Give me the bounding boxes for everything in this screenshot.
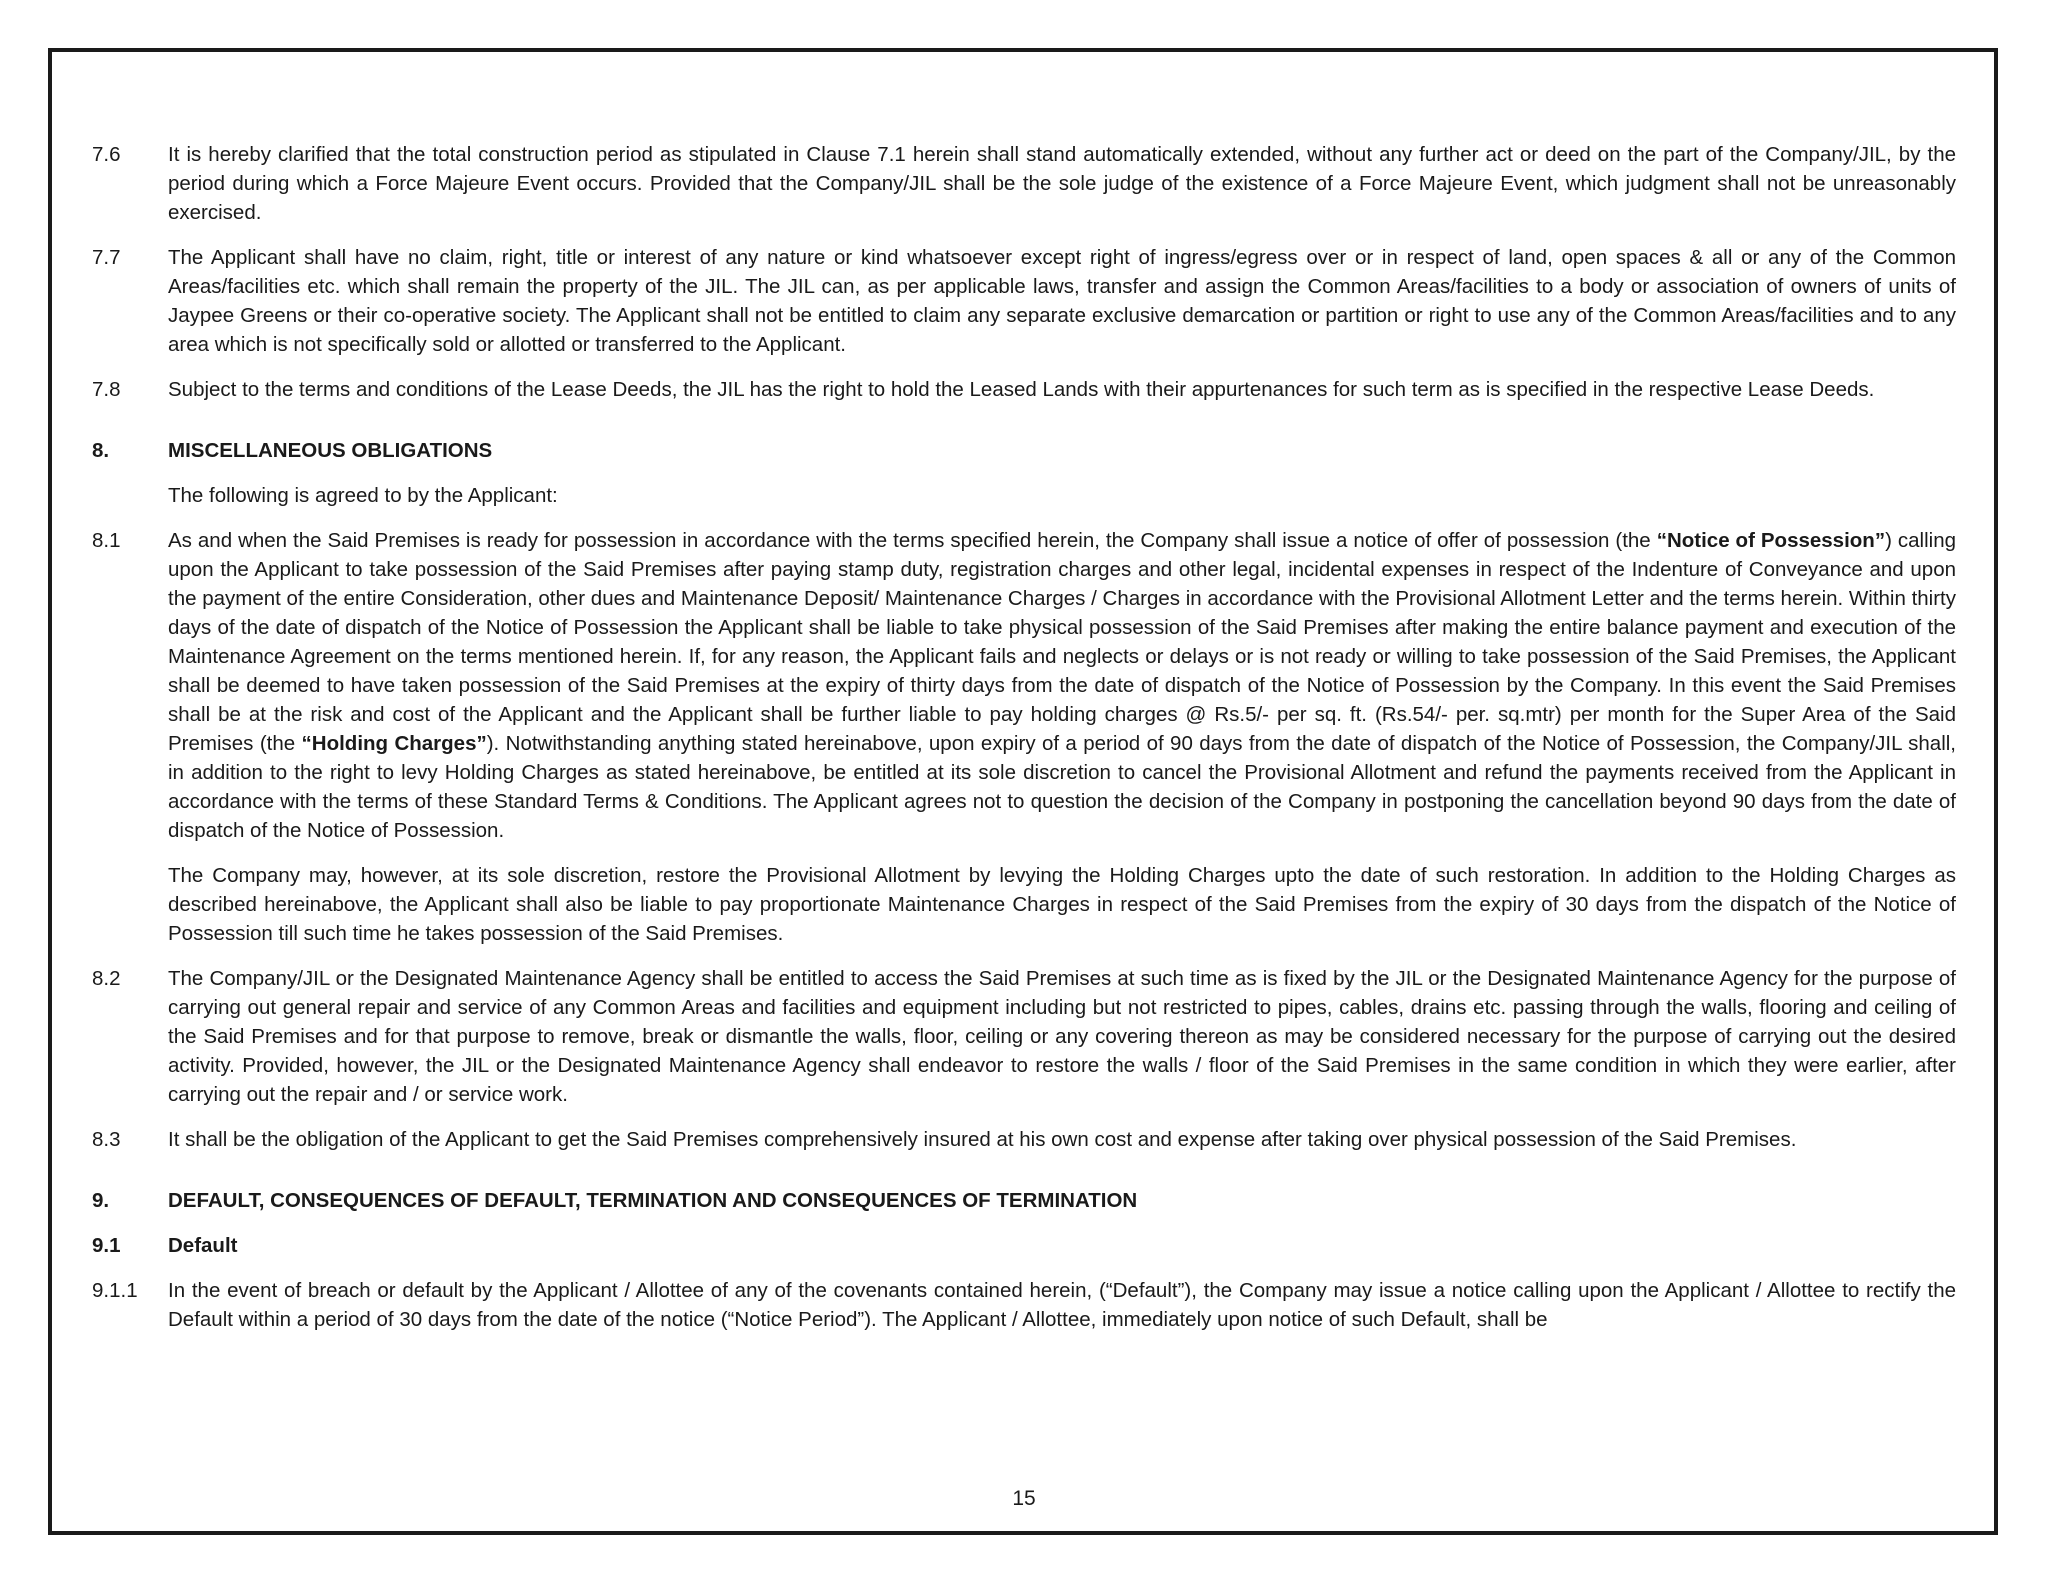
clause-7-8 [92, 375, 1956, 404]
defined-term: “Holding Charges” [301, 732, 487, 755]
clause-9-1-1 [92, 1276, 1956, 1334]
clause-7-7 [92, 243, 1956, 359]
subsection-number: 9.1 [92, 1234, 121, 1257]
defined-term: “Notice of Possession” [1656, 529, 1886, 552]
clause-text-part: As and when the Said Premises is ready for possession in accordance with the terms specified herein, the Company shall issue a notice of offer of possession (the [168, 529, 1657, 552]
clause-text: It shall be the obligation of the Applicant to get the Said Premises comprehensively insured at his own cost and expense after taking over physical possession of the Said Premises. [168, 1128, 1797, 1151]
clause-text: Subject to the terms and conditions of the Lease Deeds, the JIL has the right to hold the Leased Lands with their appurtenances for such term as is specified in the respective Lease Deeds. [168, 378, 1875, 401]
clause-text: The Company may, however, at its sole discretion, restore the Provisional Allotment by levying the Holding Charges upto the date of such restoration. In addition to the Holding Charges as described hereinabove, the Applicant shall also be liable to pay proportionate Maintenance Charges in respect of the Said Premises from the expiry of 30 days from the dispatch of the Notice of Possession till such time he takes possession of the Said Premises. [168, 864, 1956, 945]
clause-8-3 [92, 1125, 1956, 1154]
section-9-heading [92, 1186, 1956, 1215]
clause-7-6 [92, 140, 1956, 227]
clause-text: In the event of breach or default by the Applicant / Allottee of any of the covenants contained herein, (“Default”), the Company may issue a notice calling upon the Applicant / Allottee to rectify the Default within a period of 30 days from the date of the notice (“Notice Period”). The Applicant / Allottee, immediately upon notice of such Default, shall be [168, 1279, 1956, 1331]
clause-text: The Applicant shall have no claim, right, title or interest of any nature or kind whatsoever except right of ingress/egress over or in respect of land, open spaces & all or any of the Common Areas/facilities etc. which shall remain the property of the JIL. The JIL can, as per applicable laws, transfer and assign the Common Areas/facilities to a body or association of owners of units of Jaypee Greens or their co-operative society. The Applicant shall not be entitled to claim any separate exclusive demarcation or partition or right to use any of the Common Areas/facilities and to any area which is not specifically sold or allotted or transferred to the Applicant. [168, 246, 1956, 356]
clause-number: 9.1.1 [92, 1279, 138, 1302]
section-number: 8. [92, 439, 110, 462]
clause-number: 8.1 [92, 529, 121, 552]
clause-8-1-paragraph-2 [92, 861, 1956, 948]
subsection-title: Default [168, 1234, 238, 1257]
clause-text: The Company/JIL or the Designated Maintenance Agency shall be entitled to access the Said Premises at such time as is fixed by the JIL or the Designated Maintenance Agency for the purpose of carrying out general repair and service of any Common Areas and facilities and equipment including but not restricted to pipes, cables, drains etc. passing through the walls, flooring and ceiling of the Said Premises and for that purpose to remove, break or dismantle the walls, floor, ceiling or any covering thereon as may be considered necessary for the purpose of carrying out the desired activity. Provided, however, the JIL or the Designated Maintenance Agency shall endeavor to restore the walls / floor of the Said Premises in the same condition in which they were earlier, after carrying out the repair and / or service work. [168, 967, 1956, 1106]
section-title: DEFAULT, CONSEQUENCES OF DEFAULT, TERMINATION AND CONSEQUENCES OF TERMINATION [168, 1189, 1138, 1212]
clause-text: It is hereby clarified that the total construction period as stipulated in Clause 7.1 herein shall stand automatically extended, without any further act or deed on the part of the Company/JIL, by the period during which a Force Majeure Event occurs. Provided that the Company/JIL shall be the sole judge of the existence of a Force Majeure Event, which judgment shall not be unreasonably exercised. [168, 143, 1956, 224]
clause-8-1 [92, 526, 1956, 845]
clause-number: 8.3 [92, 1128, 121, 1151]
subsection-9-1-heading [92, 1231, 1956, 1260]
clause-number: 7.7 [92, 246, 121, 269]
clause-number: 7.8 [92, 378, 121, 401]
clause-text-part: ). Notwithstanding anything stated hereinabove, upon expiry of a period of 90 days from the date of dispatch of the Notice of Possession, the Company/JIL shall, in addition to the right to levy Holding Charges as stated hereinabove, be entitled at its sole discretion to cancel the Provisional Allotment and refund the payments received from the Applicant in accordance with the terms of these Standard Terms & Conditions. The Applicant agrees not to question the decision of the Company in postponing the cancellation beyond 90 days from the date of dispatch of the Notice of Possession. [168, 732, 1957, 842]
section-8-intro [92, 481, 1956, 510]
document-body [92, 140, 1956, 1334]
clause-number: 7.6 [92, 143, 121, 166]
clause-8-2 [92, 964, 1956, 1109]
clause-text [168, 526, 1956, 845]
page-number: 15 [1012, 1487, 1036, 1510]
section-title: MISCELLANEOUS OBLIGATIONS [168, 439, 493, 462]
section-number: 9. [92, 1189, 110, 1212]
clause-number: 8.2 [92, 967, 121, 990]
clause-text-part: ) calling upon the Applicant to take possession of the Said Premises after paying stamp duty, registration charges and other legal, incidental expenses in respect of the Indenture of Conveyance and upon the payment of the entire Consideration, other dues and Maintenance Deposit/ Maintenance Charges / Charges in accordance with the Provisional Allotment Letter and the terms herein. Within thirty days of the date of dispatch of the Notice of Possession the Applicant shall be liable to take physical possession of the Said Premises after making the entire balance payment and execution of the Maintenance Agreement on the terms mentioned herein. If, for any reason, the Applicant fails and neglects or delays or is not ready or willing to take possession of the Said Premises, the Applicant shall be deemed to have taken possession of the Said Premises at the expiry of thirty days from the date of dispatch of the Notice of Possession by the Company. In this event the Said Premises shall be at the risk and cost of the Applicant and the Applicant shall be further liable to pay holding charges @ Rs.5/- per sq. ft. (Rs.54/- per. sq.mtr) per month for the Super Area of the Said Premises (the [168, 529, 1956, 755]
intro-text: The following is agreed to by the Applicant: [168, 484, 558, 507]
section-8-heading [92, 436, 1956, 465]
